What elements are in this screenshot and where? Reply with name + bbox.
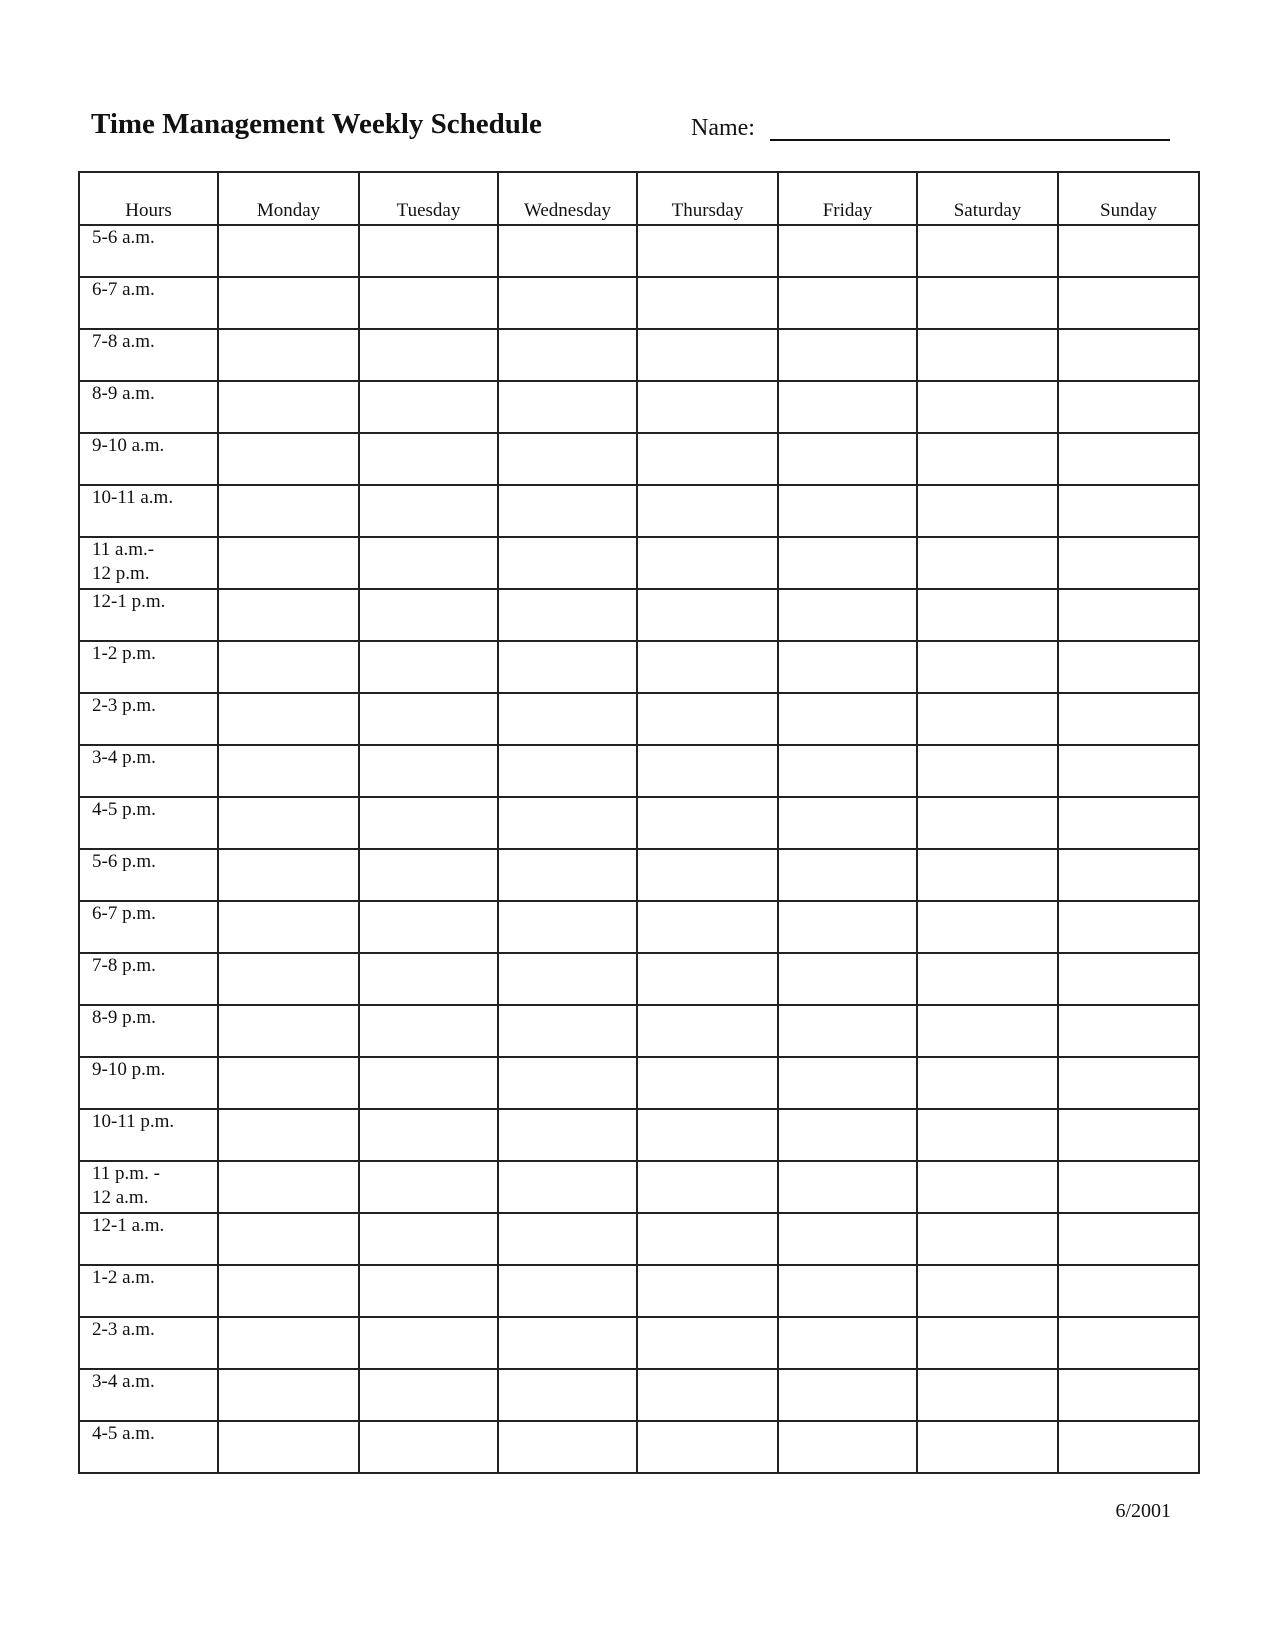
- footer-date: 6/2001: [1115, 1500, 1171, 1522]
- slot-friday[interactable]: [778, 381, 917, 433]
- table-row: [79, 1161, 1199, 1213]
- slot-friday[interactable]: [778, 1369, 917, 1421]
- table-row: [79, 901, 1199, 953]
- slot-sunday[interactable]: [1058, 381, 1199, 433]
- slot-wednesday[interactable]: [498, 1057, 637, 1109]
- slot-friday[interactable]: [778, 797, 917, 849]
- hour-label: 5-6 p.m.: [79, 849, 218, 901]
- slot-sunday[interactable]: [1058, 1265, 1199, 1317]
- hour-label: 10-11 p.m.: [79, 1109, 218, 1161]
- slot-thursday[interactable]: [637, 641, 778, 693]
- slot-sunday[interactable]: [1058, 745, 1199, 797]
- table-row: [79, 485, 1199, 537]
- table-row: [79, 1369, 1199, 1421]
- slot-wednesday[interactable]: [498, 797, 637, 849]
- table-row: [79, 1213, 1199, 1265]
- slot-sunday[interactable]: [1058, 641, 1199, 693]
- column-header-tuesday: Tuesday: [359, 172, 498, 225]
- slot-wednesday[interactable]: [498, 901, 637, 953]
- slot-thursday[interactable]: [637, 485, 778, 537]
- slot-tuesday[interactable]: [359, 1421, 498, 1473]
- hour-label: 4-5 p.m.: [79, 797, 218, 849]
- slot-sunday[interactable]: [1058, 329, 1199, 381]
- slot-saturday[interactable]: [917, 953, 1058, 1005]
- slot-thursday[interactable]: [637, 1057, 778, 1109]
- slot-sunday[interactable]: [1058, 537, 1199, 589]
- slot-saturday[interactable]: [917, 849, 1058, 901]
- slot-thursday[interactable]: [637, 1421, 778, 1473]
- slot-friday[interactable]: [778, 641, 917, 693]
- slot-saturday[interactable]: [917, 537, 1058, 589]
- slot-thursday[interactable]: [637, 589, 778, 641]
- slot-friday[interactable]: [778, 745, 917, 797]
- hour-label: 6-7 a.m.: [79, 277, 218, 329]
- weekly-schedule-table: [78, 171, 1200, 1474]
- slot-wednesday[interactable]: [498, 1161, 637, 1213]
- table-row: [79, 1005, 1199, 1057]
- slot-tuesday[interactable]: [359, 537, 498, 589]
- slot-thursday[interactable]: [637, 381, 778, 433]
- header-row: [79, 172, 1199, 225]
- slot-monday[interactable]: [218, 277, 359, 329]
- slot-thursday[interactable]: [637, 901, 778, 953]
- slot-thursday[interactable]: [637, 1369, 778, 1421]
- hour-label: 10-11 a.m.: [79, 485, 218, 537]
- slot-saturday[interactable]: [917, 277, 1058, 329]
- slot-sunday[interactable]: [1058, 1421, 1199, 1473]
- table-row: [79, 277, 1199, 329]
- slot-tuesday[interactable]: [359, 953, 498, 1005]
- slot-wednesday[interactable]: [498, 433, 637, 485]
- table-row: [79, 1057, 1199, 1109]
- slot-tuesday[interactable]: [359, 1213, 498, 1265]
- slot-tuesday[interactable]: [359, 901, 498, 953]
- slot-saturday[interactable]: [917, 329, 1058, 381]
- slot-sunday[interactable]: [1058, 277, 1199, 329]
- slot-wednesday[interactable]: [498, 849, 637, 901]
- slot-wednesday[interactable]: [498, 1213, 637, 1265]
- hour-label: 1-2 p.m.: [79, 641, 218, 693]
- slot-wednesday[interactable]: [498, 225, 637, 277]
- table-row: [79, 225, 1199, 277]
- slot-wednesday[interactable]: [498, 329, 637, 381]
- slot-wednesday[interactable]: [498, 589, 637, 641]
- slot-saturday[interactable]: [917, 1421, 1058, 1473]
- hour-label: 7-8 a.m.: [79, 329, 218, 381]
- slot-friday[interactable]: [778, 849, 917, 901]
- slot-monday[interactable]: [218, 745, 359, 797]
- table-row: [79, 693, 1199, 745]
- slot-thursday[interactable]: [637, 953, 778, 1005]
- slot-friday[interactable]: [778, 1005, 917, 1057]
- hour-label: 8-9 a.m.: [79, 381, 218, 433]
- slot-tuesday[interactable]: [359, 1265, 498, 1317]
- slot-tuesday[interactable]: [359, 693, 498, 745]
- slot-saturday[interactable]: [917, 381, 1058, 433]
- slot-tuesday[interactable]: [359, 381, 498, 433]
- slot-friday[interactable]: [778, 485, 917, 537]
- slot-sunday[interactable]: [1058, 589, 1199, 641]
- slot-monday[interactable]: [218, 901, 359, 953]
- slot-friday[interactable]: [778, 693, 917, 745]
- slot-wednesday[interactable]: [498, 1005, 637, 1057]
- slot-friday[interactable]: [778, 1265, 917, 1317]
- table-row: [79, 1265, 1199, 1317]
- slot-sunday[interactable]: [1058, 797, 1199, 849]
- slot-sunday[interactable]: [1058, 1213, 1199, 1265]
- table-row: [79, 1421, 1199, 1473]
- slot-friday[interactable]: [778, 953, 917, 1005]
- slot-monday[interactable]: [218, 849, 359, 901]
- hour-label: 3-4 a.m.: [79, 1369, 218, 1421]
- slot-tuesday[interactable]: [359, 797, 498, 849]
- slot-monday[interactable]: [218, 1161, 359, 1213]
- slot-sunday[interactable]: [1058, 849, 1199, 901]
- slot-monday[interactable]: [218, 693, 359, 745]
- slot-saturday[interactable]: [917, 797, 1058, 849]
- slot-saturday[interactable]: [917, 1057, 1058, 1109]
- slot-friday[interactable]: [778, 537, 917, 589]
- slot-tuesday[interactable]: [359, 329, 498, 381]
- slot-thursday[interactable]: [637, 797, 778, 849]
- slot-sunday[interactable]: [1058, 1161, 1199, 1213]
- slot-tuesday[interactable]: [359, 1005, 498, 1057]
- table-row: [79, 433, 1199, 485]
- slot-sunday[interactable]: [1058, 1109, 1199, 1161]
- slot-friday[interactable]: [778, 1109, 917, 1161]
- slot-thursday[interactable]: [637, 1213, 778, 1265]
- slot-friday[interactable]: [778, 901, 917, 953]
- slot-sunday[interactable]: [1058, 1317, 1199, 1369]
- slot-wednesday[interactable]: [498, 953, 637, 1005]
- slot-saturday[interactable]: [917, 1369, 1058, 1421]
- slot-sunday[interactable]: [1058, 901, 1199, 953]
- slot-monday[interactable]: [218, 1317, 359, 1369]
- slot-saturday[interactable]: [917, 485, 1058, 537]
- hour-label: 7-8 p.m.: [79, 953, 218, 1005]
- schedule-body: [79, 225, 1199, 1473]
- slot-saturday[interactable]: [917, 1109, 1058, 1161]
- slot-saturday[interactable]: [917, 641, 1058, 693]
- slot-saturday[interactable]: [917, 1265, 1058, 1317]
- column-header-wednesday: Wednesday: [498, 172, 637, 225]
- slot-wednesday[interactable]: [498, 537, 637, 589]
- slot-monday[interactable]: [218, 1369, 359, 1421]
- slot-sunday[interactable]: [1058, 953, 1199, 1005]
- slot-wednesday[interactable]: [498, 1265, 637, 1317]
- slot-tuesday[interactable]: [359, 641, 498, 693]
- slot-monday[interactable]: [218, 485, 359, 537]
- table-row: [79, 849, 1199, 901]
- hour-label: 11 p.m. - 12 a.m.: [79, 1161, 218, 1213]
- column-header-friday: Friday: [778, 172, 917, 225]
- slot-sunday[interactable]: [1058, 1369, 1199, 1421]
- name-label: Name:: [691, 115, 755, 141]
- slot-tuesday[interactable]: [359, 277, 498, 329]
- slot-thursday[interactable]: [637, 433, 778, 485]
- slot-saturday[interactable]: [917, 225, 1058, 277]
- table-row: [79, 745, 1199, 797]
- slot-monday[interactable]: [218, 641, 359, 693]
- column-header-sunday: Sunday: [1058, 172, 1199, 225]
- slot-monday[interactable]: [218, 953, 359, 1005]
- table-row: [79, 641, 1199, 693]
- slot-friday[interactable]: [778, 1317, 917, 1369]
- slot-thursday[interactable]: [637, 1109, 778, 1161]
- slot-thursday[interactable]: [637, 1005, 778, 1057]
- slot-wednesday[interactable]: [498, 1317, 637, 1369]
- hour-label: 8-9 p.m.: [79, 1005, 218, 1057]
- slot-wednesday[interactable]: [498, 641, 637, 693]
- slot-thursday[interactable]: [637, 1161, 778, 1213]
- slot-sunday[interactable]: [1058, 225, 1199, 277]
- slot-monday[interactable]: [218, 225, 359, 277]
- slot-monday[interactable]: [218, 433, 359, 485]
- slot-saturday[interactable]: [917, 1005, 1058, 1057]
- slot-saturday[interactable]: [917, 1161, 1058, 1213]
- slot-thursday[interactable]: [637, 537, 778, 589]
- table-row: [79, 381, 1199, 433]
- slot-tuesday[interactable]: [359, 485, 498, 537]
- slot-sunday[interactable]: [1058, 433, 1199, 485]
- slot-monday[interactable]: [218, 1213, 359, 1265]
- slot-tuesday[interactable]: [359, 849, 498, 901]
- hour-label: 9-10 p.m.: [79, 1057, 218, 1109]
- slot-saturday[interactable]: [917, 589, 1058, 641]
- hour-label: 1-2 a.m.: [79, 1265, 218, 1317]
- table-row: [79, 537, 1199, 589]
- table-row: [79, 1317, 1199, 1369]
- slot-thursday[interactable]: [637, 693, 778, 745]
- slot-saturday[interactable]: [917, 693, 1058, 745]
- slot-friday[interactable]: [778, 1421, 917, 1473]
- slot-tuesday[interactable]: [359, 1161, 498, 1213]
- slot-monday[interactable]: [218, 797, 359, 849]
- table-row: [79, 329, 1199, 381]
- slot-friday[interactable]: [778, 225, 917, 277]
- slot-tuesday[interactable]: [359, 1109, 498, 1161]
- slot-monday[interactable]: [218, 329, 359, 381]
- column-header-hours: Hours: [79, 172, 218, 225]
- slot-sunday[interactable]: [1058, 1057, 1199, 1109]
- slot-monday[interactable]: [218, 381, 359, 433]
- slot-wednesday[interactable]: [498, 693, 637, 745]
- slot-wednesday[interactable]: [498, 381, 637, 433]
- slot-wednesday[interactable]: [498, 485, 637, 537]
- slot-monday[interactable]: [218, 589, 359, 641]
- slot-sunday[interactable]: [1058, 693, 1199, 745]
- column-header-monday: Monday: [218, 172, 359, 225]
- slot-friday[interactable]: [778, 433, 917, 485]
- slot-tuesday[interactable]: [359, 745, 498, 797]
- slot-friday[interactable]: [778, 277, 917, 329]
- slot-tuesday[interactable]: [359, 225, 498, 277]
- slot-saturday[interactable]: [917, 433, 1058, 485]
- slot-thursday[interactable]: [637, 745, 778, 797]
- slot-saturday[interactable]: [917, 745, 1058, 797]
- table-row: [79, 953, 1199, 1005]
- slot-sunday[interactable]: [1058, 1005, 1199, 1057]
- slot-wednesday[interactable]: [498, 1109, 637, 1161]
- slot-saturday[interactable]: [917, 901, 1058, 953]
- slot-thursday[interactable]: [637, 1317, 778, 1369]
- slot-thursday[interactable]: [637, 1265, 778, 1317]
- slot-monday[interactable]: [218, 1109, 359, 1161]
- slot-saturday[interactable]: [917, 1213, 1058, 1265]
- slot-tuesday[interactable]: [359, 1369, 498, 1421]
- slot-monday[interactable]: [218, 1421, 359, 1473]
- hour-label: 3-4 p.m.: [79, 745, 218, 797]
- slot-tuesday[interactable]: [359, 1317, 498, 1369]
- slot-monday[interactable]: [218, 1057, 359, 1109]
- slot-friday[interactable]: [778, 329, 917, 381]
- slot-friday[interactable]: [778, 1161, 917, 1213]
- hour-label: 11 a.m.- 12 p.m.: [79, 537, 218, 589]
- column-header-thursday: Thursday: [637, 172, 778, 225]
- slot-sunday[interactable]: [1058, 485, 1199, 537]
- name-field-line[interactable]: [770, 139, 1170, 141]
- slot-tuesday[interactable]: [359, 1057, 498, 1109]
- slot-tuesday[interactable]: [359, 433, 498, 485]
- slot-thursday[interactable]: [637, 849, 778, 901]
- slot-monday[interactable]: [218, 537, 359, 589]
- slot-wednesday[interactable]: [498, 745, 637, 797]
- hour-label: 2-3 p.m.: [79, 693, 218, 745]
- hour-label: 5-6 a.m.: [79, 225, 218, 277]
- slot-monday[interactable]: [218, 1005, 359, 1057]
- slot-friday[interactable]: [778, 589, 917, 641]
- slot-monday[interactable]: [218, 1265, 359, 1317]
- hour-label: 9-10 a.m.: [79, 433, 218, 485]
- slot-wednesday[interactable]: [498, 277, 637, 329]
- hour-label: 6-7 p.m.: [79, 901, 218, 953]
- table-row: [79, 1109, 1199, 1161]
- slot-friday[interactable]: [778, 1057, 917, 1109]
- table-row: [79, 797, 1199, 849]
- slot-tuesday[interactable]: [359, 589, 498, 641]
- slot-friday[interactable]: [778, 1213, 917, 1265]
- page-title: Time Management Weekly Schedule: [91, 108, 542, 140]
- column-header-saturday: Saturday: [917, 172, 1058, 225]
- slot-thursday[interactable]: [637, 225, 778, 277]
- hour-label: 12-1 p.m.: [79, 589, 218, 641]
- slot-wednesday[interactable]: [498, 1421, 637, 1473]
- table-row: [79, 589, 1199, 641]
- hour-label: 4-5 a.m.: [79, 1421, 218, 1473]
- slot-saturday[interactable]: [917, 1317, 1058, 1369]
- hour-label: 2-3 a.m.: [79, 1317, 218, 1369]
- slot-thursday[interactable]: [637, 329, 778, 381]
- slot-thursday[interactable]: [637, 277, 778, 329]
- hour-label: 12-1 a.m.: [79, 1213, 218, 1265]
- slot-wednesday[interactable]: [498, 1369, 637, 1421]
